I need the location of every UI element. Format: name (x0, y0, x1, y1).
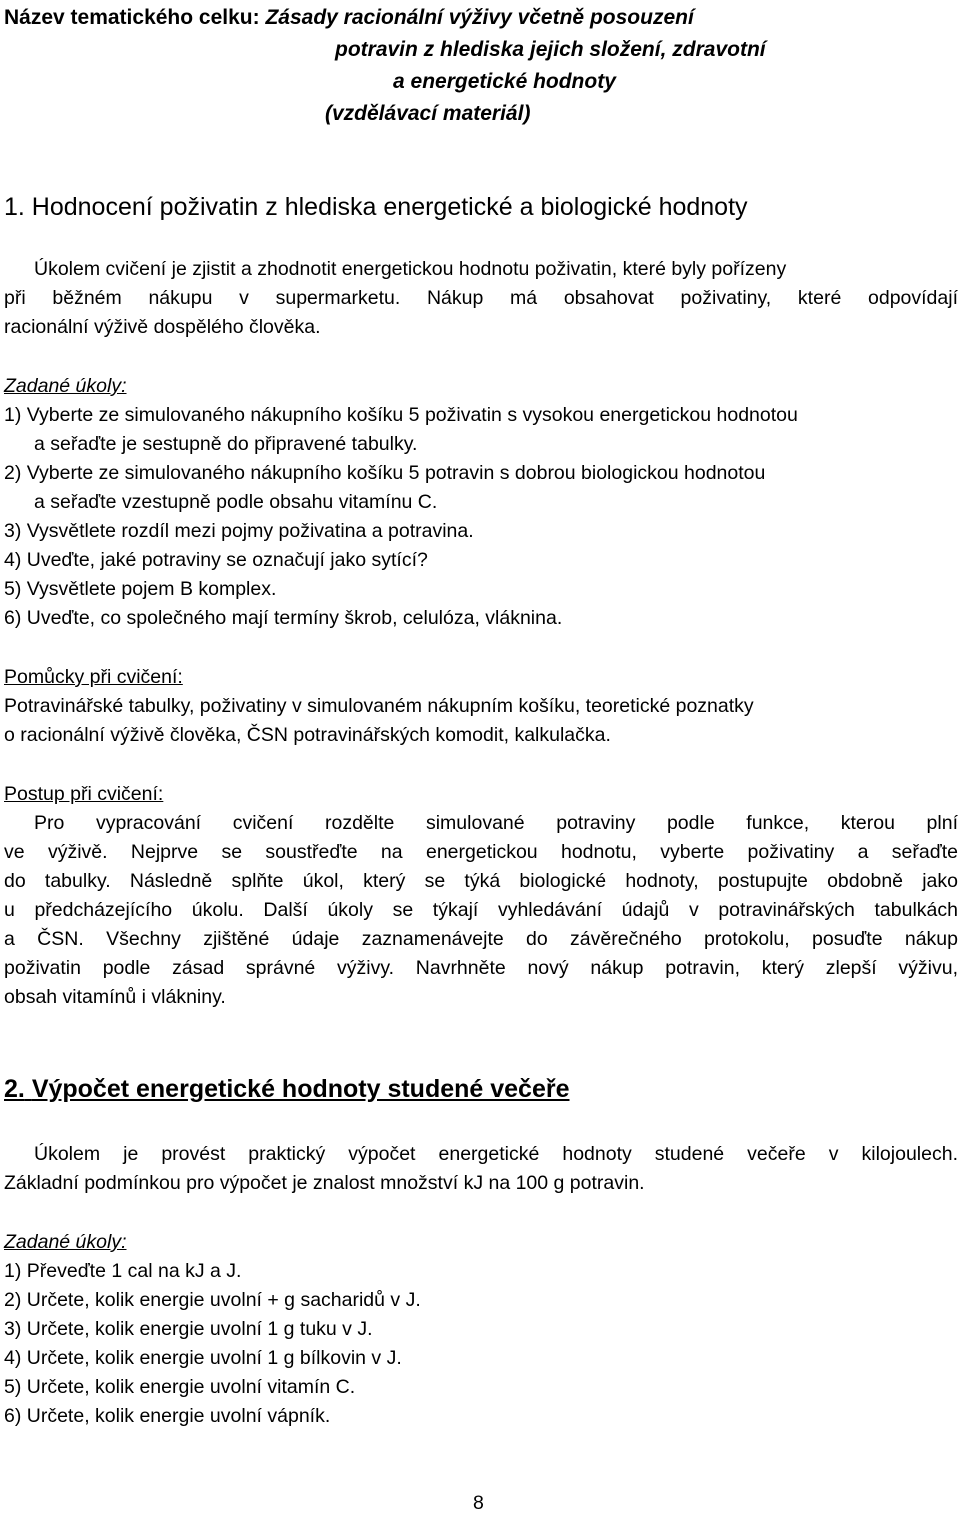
procedure-line-7: obsah vitamínů i vlákniny. (4, 986, 226, 1008)
section-1-intro-line-3: racionální výživě dospělého člověka. (4, 316, 321, 338)
s2-task-4: 4) Určete, kolik energie uvolní 1 g bílkovin v J. (4, 1347, 402, 1369)
task-2-line-2: a seřaďte vzestupně podle obsahu vitamínu C. (34, 491, 438, 513)
page-number: 8 (473, 1492, 484, 1514)
procedure-line-4: u předcházejícího úkolu. Další úkoly se týkají vyhledávání údajů v potravinářských tabulkách (4, 899, 958, 921)
header-label: Název tematického celku: (4, 6, 260, 29)
header-title-line-4: (vzdělávací materiál) (325, 102, 531, 125)
task-6: 6) Uveďte, co společného mají termíny škrob, celulóza, vláknina. (4, 607, 563, 629)
procedure-line-2: ve výživě. Nejprve se soustřeďte na energetickou hodnotu, vyberte poživatiny a seřaďte (4, 841, 958, 863)
task-4: 4) Uveďte, jaké potraviny se označují jako sytící? (4, 549, 428, 571)
document-header (4, 2, 694, 34)
tools-line-2: o racionální výživě člověka, ČSN potravinářských komodit, kalkulačka. (4, 724, 611, 746)
section-2-tasks-label: Zadané úkoly: (4, 1231, 127, 1253)
s2-task-6: 6) Určete, kolik energie uvolní vápník. (4, 1405, 331, 1427)
section-2-heading (4, 1075, 570, 1104)
task-5: 5) Vysvětlete pojem B komplex. (4, 578, 277, 600)
section-1-heading: 1. Hodnocení poživatin z hlediska energetické a biologické hodnoty (4, 193, 748, 221)
s2-task-3: 3) Určete, kolik energie uvolní 1 g tuku v J. (4, 1318, 373, 1340)
section-2-heading-text: Výpočet energetické hodnoty studené večeře (31, 1075, 570, 1103)
s2-task-2: 2) Určete, kolik energie uvolní + g sacharidů v J. (4, 1289, 421, 1311)
procedure-line-1: Pro vypracování cvičení rozdělte simulované potraviny podle funkce, kterou plní (34, 812, 958, 834)
s2-task-5: 5) Určete, kolik energie uvolní vitamín C. (4, 1376, 356, 1398)
tools-label: Pomůcky při cvičení: (4, 666, 183, 688)
section-2-heading-number: 2. (4, 1075, 25, 1103)
procedure-line-5: a ČSN. Všechny zjištěné údaje zaznamenávejte do závěrečného protokolu, posuďte nákup (4, 928, 958, 950)
procedure-label: Postup při cvičení: (4, 783, 164, 805)
section-1-tasks-label: Zadané úkoly: (4, 375, 127, 397)
header-title-line-3: a energetické hodnoty (393, 70, 616, 93)
task-1-line-1: 1) Vyberte ze simulovaného nákupního košíku 5 poživatin s vysokou energetickou hodnotou (4, 404, 798, 426)
section-1-intro-line-2: při běžném nákupu v supermarketu. Nákup má obsahovat poživatiny, které odpovídají (4, 287, 958, 309)
procedure-line-6: poživatin podle zásad správné výživy. Navrhněte nový nákup potravin, který zlepší výživu, (4, 957, 958, 979)
section-2-intro-line-1: Úkolem je provést praktický výpočet energetické hodnoty studené večeře v kilojoulech. (34, 1143, 958, 1165)
header-title-line-1: Zásady racionální výživy včetně posouzení (265, 6, 694, 29)
task-3: 3) Vysvětlete rozdíl mezi pojmy poživatina a potravina. (4, 520, 474, 542)
tools-line-1: Potravinářské tabulky, poživatiny v simulovaném nákupním košíku, teoretické poznatky (4, 695, 754, 717)
section-2-intro-line-2: Základní podmínkou pro výpočet je znalost množství kJ na 100 g potravin. (4, 1172, 645, 1194)
task-1-line-2: a seřaďte je sestupně do připravené tabulky. (34, 433, 418, 455)
procedure-line-3: do tabulky. Následně splňte úkol, který se týká biologické hodnoty, postupujte obdobně jako (4, 870, 958, 892)
s2-task-1: 1) Převeďte 1 cal na kJ a J. (4, 1260, 242, 1282)
task-2-line-1: 2) Vyberte ze simulovaného nákupního košíku 5 potravin s dobrou biologickou hodnotou (4, 462, 766, 484)
header-title-line-2: potravin z hlediska jejich složení, zdravotní (335, 38, 766, 61)
section-1-intro-line-1: Úkolem cvičení je zjistit a zhodnotit energetickou hodnotu poživatin, které byly pořízeny (34, 258, 787, 280)
